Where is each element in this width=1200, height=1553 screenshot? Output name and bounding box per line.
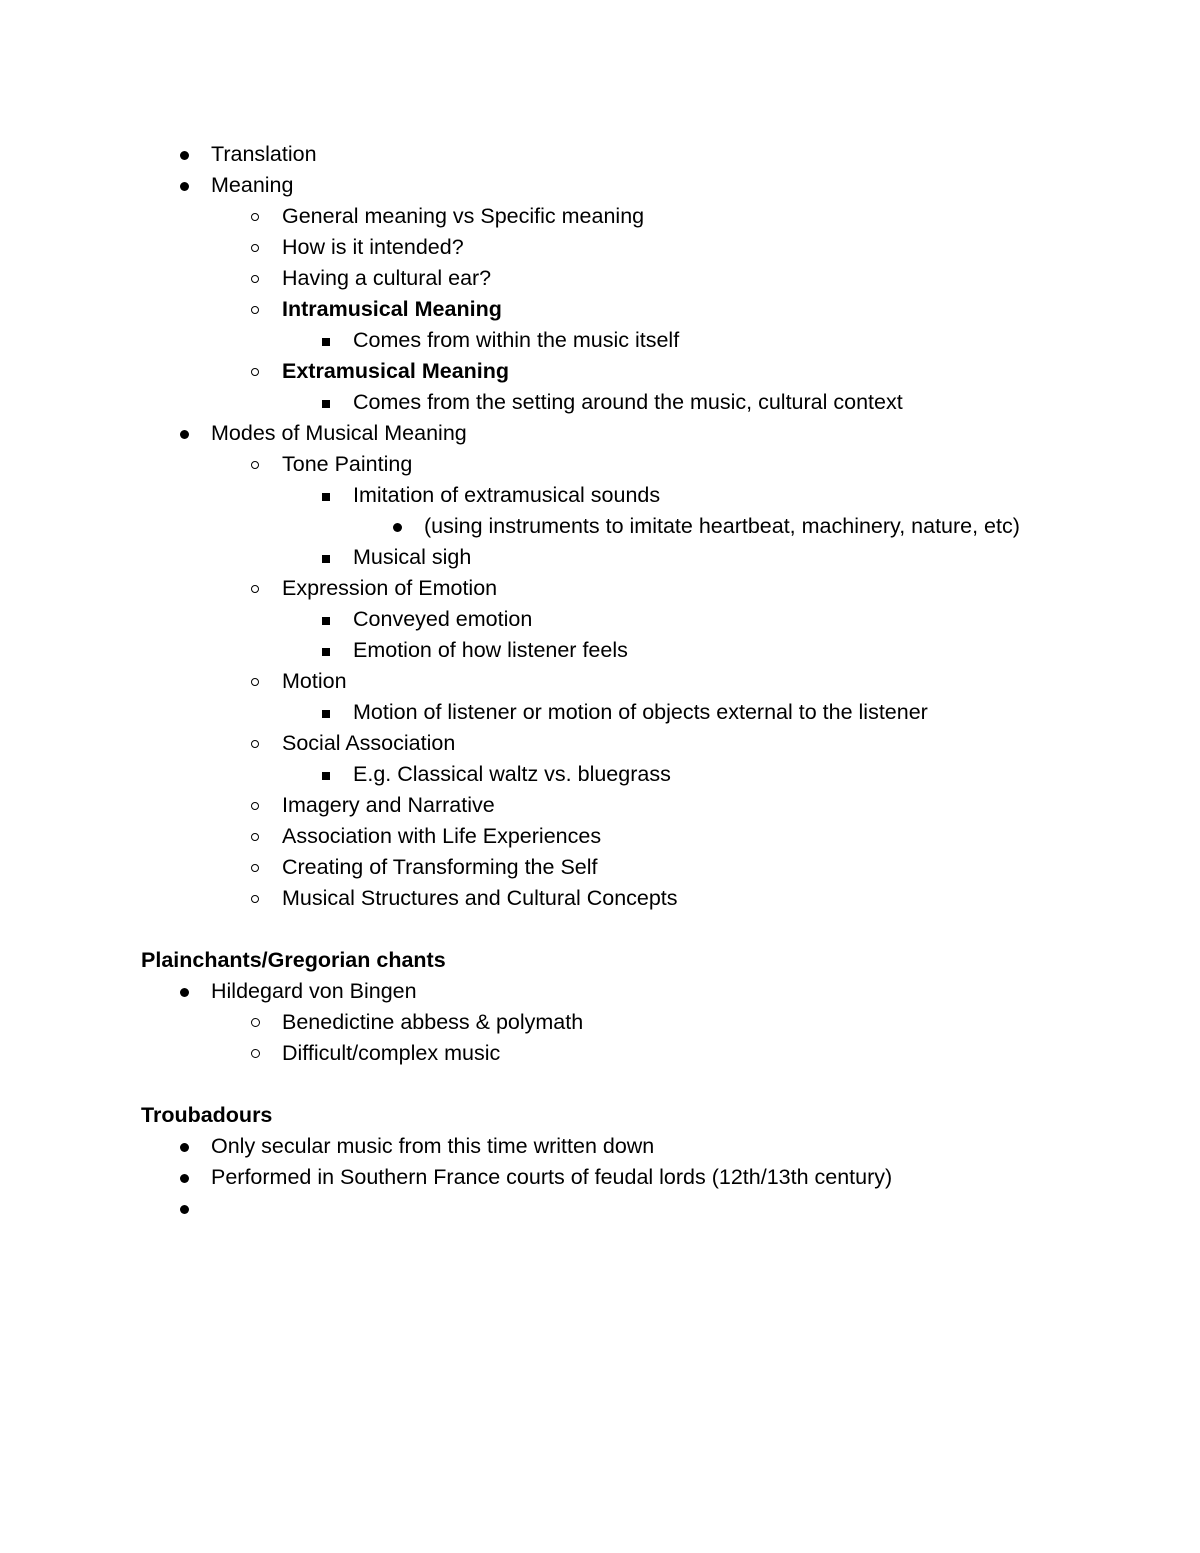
bullet-circle-icon bbox=[247, 883, 277, 914]
list-item: Hildegard von Bingen bbox=[0, 976, 1200, 1007]
blank-line bbox=[0, 914, 1200, 945]
list-item: Creating of Transforming the Self bbox=[0, 852, 1200, 883]
list-item: Extramusical Meaning bbox=[0, 356, 1200, 387]
bullet-square-icon bbox=[318, 325, 348, 356]
list-item: Tone Painting bbox=[0, 449, 1200, 480]
bullet-square-icon bbox=[318, 480, 348, 511]
bullet-square-icon bbox=[318, 697, 348, 728]
bullet-dot-icon bbox=[176, 1162, 206, 1193]
bullet-circle-icon bbox=[247, 449, 277, 480]
bullet-circle-icon bbox=[247, 666, 277, 697]
list-item: Motion bbox=[0, 666, 1200, 697]
bullet-circle-icon bbox=[247, 232, 277, 263]
bullet-circle-icon bbox=[247, 852, 277, 883]
list-item: Association with Life Experiences bbox=[0, 821, 1200, 852]
bullet-circle-icon bbox=[247, 821, 277, 852]
list-item: Imagery and Narrative bbox=[0, 790, 1200, 821]
document-page bbox=[0, 139, 1200, 1224]
list-item: Expression of Emotion bbox=[0, 573, 1200, 604]
bullet-dot-icon bbox=[176, 418, 206, 449]
list-item: E.g. Classical waltz vs. bluegrass bbox=[0, 759, 1200, 790]
bullet-circle-icon bbox=[247, 1007, 277, 1038]
bullet-dot-icon bbox=[389, 511, 419, 542]
list-item: Modes of Musical Meaning bbox=[0, 418, 1200, 449]
bullet-dot-icon bbox=[176, 1193, 206, 1224]
bullet-square-icon bbox=[318, 542, 348, 573]
bullet-circle-icon bbox=[247, 356, 277, 387]
bullet-dot-icon bbox=[176, 139, 206, 170]
list-item: General meaning vs Specific meaning bbox=[0, 201, 1200, 232]
list-item: Translation bbox=[0, 139, 1200, 170]
bullet-dot-icon bbox=[176, 170, 206, 201]
list-item: How is it intended? bbox=[0, 232, 1200, 263]
bullet-circle-icon bbox=[247, 790, 277, 821]
list-item: Comes from within the music itself bbox=[0, 325, 1200, 356]
list-item: Having a cultural ear? bbox=[0, 263, 1200, 294]
bullet-circle-icon bbox=[247, 201, 277, 232]
list-item: Imitation of extramusical sounds bbox=[0, 480, 1200, 511]
bullet-square-icon bbox=[318, 604, 348, 635]
list-item: Benedictine abbess & polymath bbox=[0, 1007, 1200, 1038]
bullet-circle-icon bbox=[247, 294, 277, 325]
bullet-square-icon bbox=[318, 387, 348, 418]
list-item: Comes from the setting around the music, cultural context bbox=[0, 387, 1200, 418]
list-item: Only secular music from this time written down bbox=[0, 1131, 1200, 1162]
bullet-square-icon bbox=[318, 759, 348, 790]
bullet-circle-icon bbox=[247, 728, 277, 759]
list-item: Conveyed emotion bbox=[0, 604, 1200, 635]
bullet-dot-icon bbox=[176, 976, 206, 1007]
blank-line bbox=[0, 1069, 1200, 1100]
list-item: Musical sigh bbox=[0, 542, 1200, 573]
list-item: Social Association bbox=[0, 728, 1200, 759]
bullet-circle-icon bbox=[247, 1038, 277, 1069]
section-heading-troubadours: Troubadours bbox=[141, 1103, 273, 1127]
list-item: Motion of listener or motion of objects external to the listener bbox=[0, 697, 1200, 728]
bullet-dot-icon bbox=[176, 1131, 206, 1162]
bullet-square-icon bbox=[318, 635, 348, 666]
list-item: Musical Structures and Cultural Concepts bbox=[0, 883, 1200, 914]
list-item: Emotion of how listener feels bbox=[0, 635, 1200, 666]
bullet-circle-icon bbox=[247, 573, 277, 604]
section-heading-plainchants: Plainchants/Gregorian chants bbox=[141, 948, 446, 972]
list-item: Meaning bbox=[0, 170, 1200, 201]
list-item: (using instruments to imitate heartbeat, machinery, nature, etc) bbox=[0, 511, 1044, 542]
list-item: Performed in Southern France courts of feudal lords (12th/13th century) bbox=[0, 1162, 1200, 1193]
list-item-empty[interactable] bbox=[0, 1193, 1200, 1224]
list-item: Difficult/complex music bbox=[0, 1038, 1200, 1069]
list-item: Intramusical Meaning bbox=[0, 294, 1200, 325]
bullet-circle-icon bbox=[247, 263, 277, 294]
